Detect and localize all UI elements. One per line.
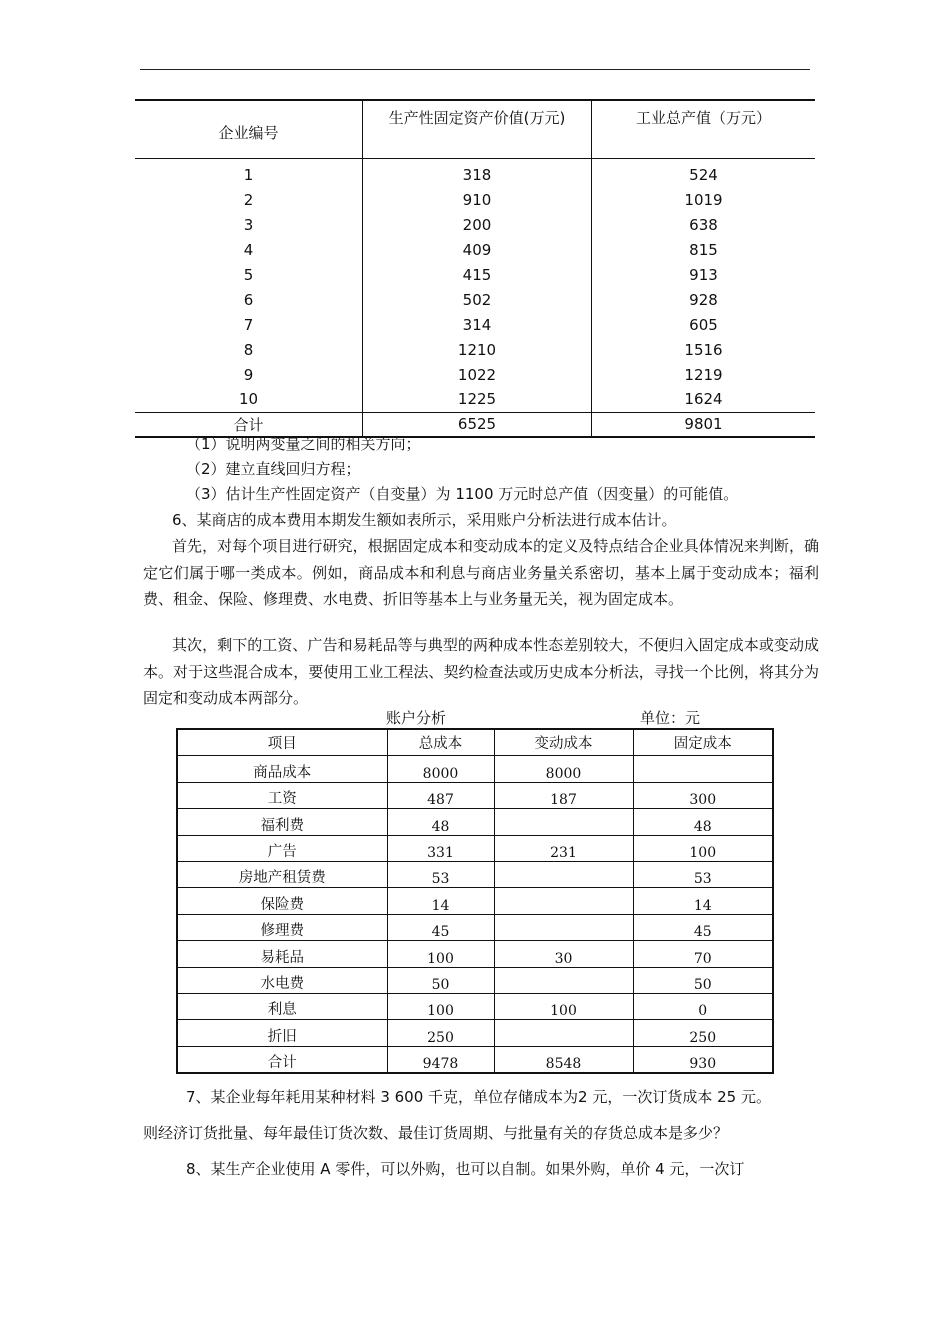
table-cell: 314 — [363, 312, 592, 337]
account-analysis-table — [176, 728, 774, 1074]
table-row — [177, 861, 773, 887]
table2-caption: 账户分析 — [386, 709, 447, 727]
table-cell: 910 — [363, 188, 592, 213]
table-cell: 8000 — [494, 756, 633, 782]
table-cell: 9478 — [387, 1046, 494, 1073]
col-header-enterprise-id: 企业编号 — [135, 100, 363, 159]
table-cell: 水电费 — [177, 967, 387, 993]
table-cell: 利息 — [177, 993, 387, 1019]
table2-unit: 单位：元 — [640, 709, 701, 727]
table-cell: 318 — [363, 159, 592, 188]
table-cell: 53 — [387, 861, 494, 887]
table-cell: 487 — [387, 782, 494, 808]
table-row — [135, 263, 815, 288]
item6-paragraph-2: 其次，剩下的工资、广告和易耗品等与典型的两种成本性态差别较大，不便归入固定成本或变动成本。对于这些混合成本，要使用工业工程法、契约检查法或历史成本分析法，寻找一个比例，将其分为固定和变动成本两部分。 — [143, 636, 819, 707]
table-cell: 3 — [243, 216, 254, 235]
table-row — [135, 188, 815, 213]
table-cell: 48 — [633, 809, 773, 835]
table-row — [135, 213, 815, 238]
question-3: （3）估计生产性固定资产（自变量）为 1100 万元时总产值（因变量）的可能值。 — [186, 485, 739, 503]
table-cell — [494, 967, 633, 993]
table-cell: 524 — [592, 159, 816, 188]
table-cell: 100 — [387, 993, 494, 1019]
table-cell: 930 — [633, 1046, 773, 1073]
table-cell: 50 — [387, 967, 494, 993]
table-cell — [494, 1020, 633, 1046]
table-row — [177, 809, 773, 835]
question-2: （2）建立直线回归方程； — [186, 460, 361, 478]
table-cell: 1516 — [592, 337, 816, 362]
item6-intro: 6、某商店的成本费用本期发生额如表所示，采用账户分析法进行成本估计。 — [172, 511, 677, 529]
table-cell: 合计 — [135, 412, 363, 437]
table-cell: 53 — [633, 861, 773, 887]
table-cell: 250 — [387, 1020, 494, 1046]
table-cell: 70 — [633, 941, 773, 967]
header-rule — [140, 69, 810, 70]
table-cell: 1624 — [592, 387, 816, 412]
table-cell: 1022 — [363, 362, 592, 387]
table-cell: 200 — [363, 213, 592, 238]
table-cell: 231 — [494, 835, 633, 861]
table-cell: 0 — [633, 993, 773, 1019]
table-cell: 45 — [633, 914, 773, 940]
table-cell: 30 — [494, 941, 633, 967]
table-cell: 45 — [387, 914, 494, 940]
table-cell: 商品成本 — [177, 756, 387, 782]
table-row — [177, 1020, 773, 1046]
table-cell — [494, 809, 633, 835]
table-cell: 928 — [592, 287, 816, 312]
table-cell: 1019 — [592, 188, 816, 213]
table-cell: 2 — [243, 191, 254, 210]
table-cell: 8000 — [387, 756, 494, 782]
table-cell: 409 — [363, 238, 592, 263]
table-row — [177, 782, 773, 808]
table-cell: 300 — [633, 782, 773, 808]
item7-line-2: 则经济订货批量、每年最佳订货次数、最佳订货周期、与批量有关的存货总成本是多少？ — [143, 1124, 729, 1142]
enterprise-data-table — [135, 99, 815, 438]
col-header-fixed-assets: 生产性固定资产价值(万元) — [363, 100, 592, 159]
table-row — [135, 159, 815, 188]
table-cell: 331 — [387, 835, 494, 861]
table-row — [135, 238, 815, 263]
table-cell: 8 — [243, 340, 254, 359]
table-row — [177, 835, 773, 861]
table-cell: 1210 — [363, 337, 592, 362]
table-cell: 14 — [387, 888, 494, 914]
table-cell: 913 — [592, 263, 816, 288]
table-cell: 9801 — [592, 412, 816, 437]
table-row — [135, 387, 815, 412]
table-cell: 福利费 — [177, 809, 387, 835]
item7-line-1: 7、某企业每年耗用某种材料 3 600 千克，单位存储成本为2 元，一次订货成本 25 元。 — [186, 1088, 771, 1106]
table-cell: 1219 — [592, 362, 816, 387]
table-cell — [494, 914, 633, 940]
table-cell: 502 — [363, 287, 592, 312]
table-cell: 保险费 — [177, 888, 387, 914]
table-row — [135, 287, 815, 312]
table-cell: 易耗品 — [177, 941, 387, 967]
table-cell: 6 — [243, 290, 254, 309]
table-cell: 1225 — [363, 387, 592, 412]
item6-paragraph-1: 首先，对每个项目进行研究，根据固定成本和变动成本的定义及特点结合企业具体情况来判断，确定它们属于哪一类成本。例如，商品成本和利息与商店业务量关系密切，基本上属于变动成本；福利费、租金、保险、修理费、水电费、折旧等基本上与业务量无关，视为固定成本。 — [143, 537, 819, 608]
table-row — [177, 914, 773, 940]
table-cell: 9 — [243, 365, 254, 384]
col-header-item: 项目 — [177, 729, 387, 756]
table-cell: 6525 — [363, 412, 592, 437]
table-row — [177, 756, 773, 782]
table-cell: 605 — [592, 312, 816, 337]
table-row — [177, 941, 773, 967]
question-1: （1）说明两变量之间的相关方向； — [186, 435, 421, 453]
table-cell: 250 — [633, 1020, 773, 1046]
col-header-variable-cost: 变动成本 — [494, 729, 633, 756]
table-cell: 7 — [243, 315, 254, 334]
table-row — [177, 993, 773, 1019]
table-cell: 10 — [238, 390, 259, 409]
table-header-row — [177, 729, 773, 756]
col-header-fixed-cost: 固定成本 — [633, 729, 773, 756]
table-cell: 4 — [243, 241, 254, 260]
table-cell: 工资 — [177, 782, 387, 808]
table-cell — [633, 756, 773, 782]
table-cell: 815 — [592, 238, 816, 263]
table-cell: 1 — [243, 166, 254, 185]
table-cell: 100 — [494, 993, 633, 1019]
table-cell: 50 — [633, 967, 773, 993]
table-cell: 14 — [633, 888, 773, 914]
table-cell: 折旧 — [177, 1020, 387, 1046]
table-cell: 415 — [363, 263, 592, 288]
table-row — [135, 337, 815, 362]
table-cell: 48 — [387, 809, 494, 835]
col-header-output-value: 工业总产值（万元） — [592, 100, 816, 159]
table-cell: 合计 — [177, 1046, 387, 1073]
table-row — [135, 312, 815, 337]
table-cell: 修理费 — [177, 914, 387, 940]
item8-line-1: 8、某生产企业使用 A 零件，可以外购，也可以自制。如果外购，单价 4 元，一次订 — [186, 1160, 745, 1178]
table-row — [177, 967, 773, 993]
table-cell: 房地产租赁费 — [177, 861, 387, 887]
table-cell: 100 — [387, 941, 494, 967]
table-cell — [494, 888, 633, 914]
table-row — [135, 362, 815, 387]
table-row — [177, 888, 773, 914]
table-cell: 广告 — [177, 835, 387, 861]
table-cell: 638 — [592, 213, 816, 238]
col-header-total-cost: 总成本 — [387, 729, 494, 756]
table-cell: 8548 — [494, 1046, 633, 1073]
table-cell: 100 — [633, 835, 773, 861]
table-cell: 5 — [243, 266, 254, 284]
table-total-row — [177, 1046, 773, 1073]
table-cell: 187 — [494, 782, 633, 808]
table-cell — [494, 861, 633, 887]
